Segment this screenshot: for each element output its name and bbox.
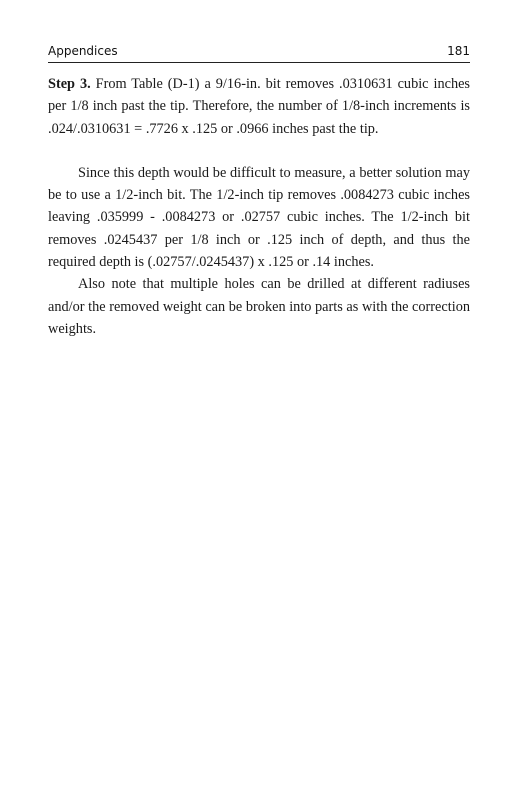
page-body: [48, 73, 470, 340]
page-number: 181: [447, 44, 470, 58]
step-paragraph: [48, 73, 470, 140]
section-title: Appendices: [48, 44, 118, 58]
paragraph-alternative-bit: Since this depth would be difficult to measure, a better solution may be to use a 1/2-inch bit. The 1/2-inch tip removes .0084273 cubic inches leaving .035999 - .0084273 or .02757 cubic inches. The 1/2-inch bit removes .0245437 per 1/8 inch or .125 inch of depth, and thus the required depth is (.02757/.0245437) x .125 or .14 inches.: [48, 164, 470, 271]
running-header: [48, 44, 470, 62]
header-rule: [48, 62, 470, 63]
step-label: Step 3.: [48, 76, 91, 92]
step-text: From Table (D-1) a 9/16-in. bit removes .0310631 cubic inches per 1/8 inch past the tip. Therefore, the number of 1/8-inch increments is .024/.0310631 = .7726 x .125 or .0966 inches past the tip.: [48, 76, 471, 137]
paragraph-note: Also note that multiple holes can be drilled at different radiuses and/or the removed weight can be broken into parts as with the correction weights.: [48, 276, 470, 337]
